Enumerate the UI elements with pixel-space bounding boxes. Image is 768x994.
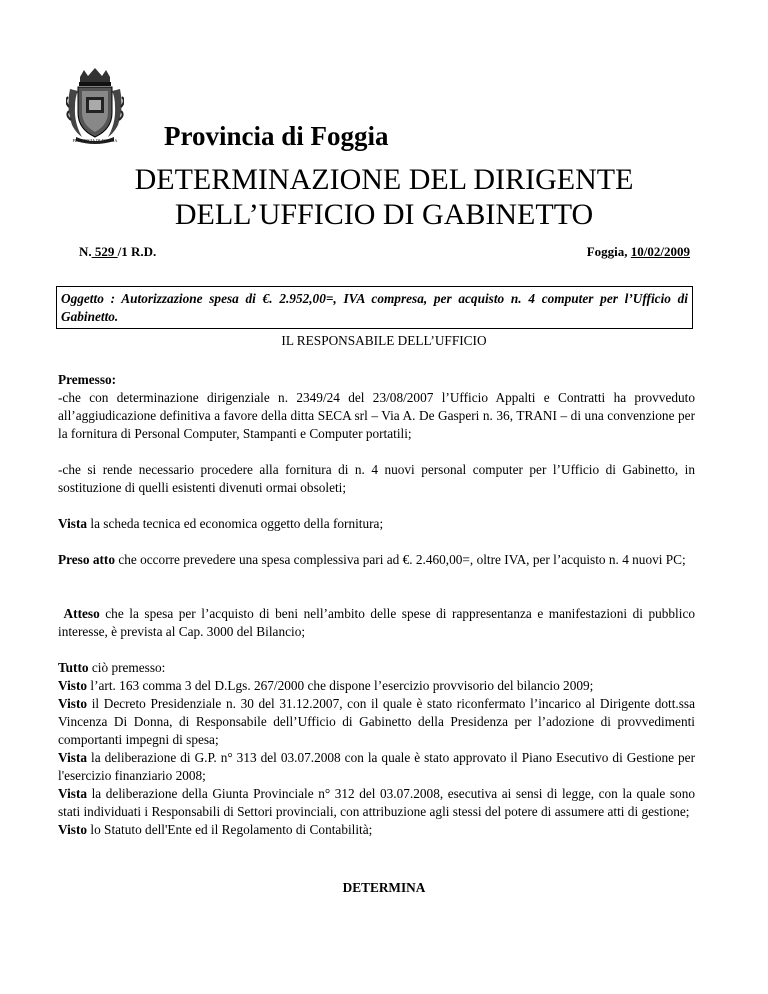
visto-paragraph-3 [58,749,695,785]
visto-paragraph-1 [58,677,695,695]
visto-paragraph-4 [58,785,695,821]
number-suffix: /1 R.D. [117,244,157,259]
preso-atto-paragraph [58,551,695,569]
document-date [587,244,690,260]
preso-atto-text: che occorre prevedere una spesa complessiva pari ad €. 2.460,00=, oltre IVA, per l’acquisto n. 4 nuovi PC; [115,552,686,567]
atteso-label: Atteso [63,606,100,621]
premesso-paragraph-2: -che si rende necessario procedere alla fornitura di n. 4 nuovi personal computer per l’Ufficio di Gabinetto, in sostituzione di quelli esistenti divenuti ormai obsoleti; [58,462,695,495]
atteso-text: che la spesa per l’acquisto di beni nell’ambito delle spese di rappresentanza e manifestazioni di pubblico interesse, è prevista al Cap. 3000 del Bilancio; [58,606,695,639]
visto-text: il Decreto Presidenziale n. 30 del 31.12.2007, con il quale è stato riconfermato l’incarico al Dirigente dott.ssa Vincenza Di Donna, di Responsabile dell’Ufficio di Gabinetto della Presidenza per l’adozione di provvedimenti comportanti impegni di spesa; [58,696,695,747]
visto-text: lo Statuto dell'Ente ed il Regolamento di Contabilità; [87,822,373,837]
organization-name: Provincia di Foggia [164,121,389,151]
vista-scheda-paragraph [58,515,695,533]
premesso-section [58,371,695,443]
tutto-label: Tutto [58,660,89,675]
number-value: 529 [91,244,118,259]
visto-label: Visto [58,678,88,693]
responsible-heading: IL RESPONSABILE DELL’UFFICIO [281,333,487,348]
atteso-paragraph [58,605,695,641]
determina-heading: DETERMINA [342,880,426,895]
visto-text: l’art. 163 comma 3 del D.Lgs. 267/2000 che dispone l’esercizio provvisorio del bilancio 2009; [87,678,594,693]
vista-scheda-label: Vista [58,516,88,531]
visto-text: la deliberazione di G.P. n° 313 del 03.07.2008 con la quale è stato approvato il Piano Esecutivo di Gestione per l'esercizio finanziario 2008; [58,750,695,783]
document-title-line1: DETERMINAZIONE DEL DIRIGENTE [134,163,634,196]
visto-label: Vista [58,786,88,801]
determination-number [79,244,156,260]
emblem-caption: PROVINCIA DI FOGGIA [72,138,118,143]
premesso-label: Premesso: [58,372,117,387]
tutto-text: ciò premesso: [88,660,166,675]
subject-box: Oggetto : Autorizzazione spesa di €. 2.952,00=, IVA compresa, per acquisto n. 4 computer per l’Ufficio di Gabinetto. [56,286,693,329]
document-title-line2: DELL’UFFICIO DI GABINETTO [174,198,594,231]
preso-atto-label: Preso atto [58,552,115,567]
date-value: 10/02/2009 [630,244,690,259]
number-prefix: N. [79,244,92,259]
vista-scheda-text: la scheda tecnica ed economica oggetto della fornitura; [87,516,384,531]
visto-label: Visto [58,822,88,837]
visto-paragraph-2 [58,695,695,749]
visto-text: la deliberazione della Giunta Provinciale n° 312 del 03.07.2008, esecutiva ai sensi di legge, con la quale sono stati individuati i Responsabili di Settori provinciali, con attribuzione agli stessi del potere di assumere atti di gestione; [58,786,695,819]
visto-label: Visto [58,696,88,711]
date-prefix: Foggia, [586,244,631,259]
visto-paragraph-5 [58,821,695,839]
visto-section [58,659,695,839]
visto-label: Vista [58,750,88,765]
tutto-paragraph [58,659,695,677]
premesso-paragraph-1: -che con determinazione dirigenziale n. 2349/24 del 23/08/2007 l’Ufficio Appalti e Contratti ha provveduto all’aggiudicazione definitiva a favore della ditta SECA srl – Via A. De Gasperi n. 36, TRANI – di una convenzione per la fornitura di Personal Computer, Stampanti e Computer portatili; [58,390,695,441]
